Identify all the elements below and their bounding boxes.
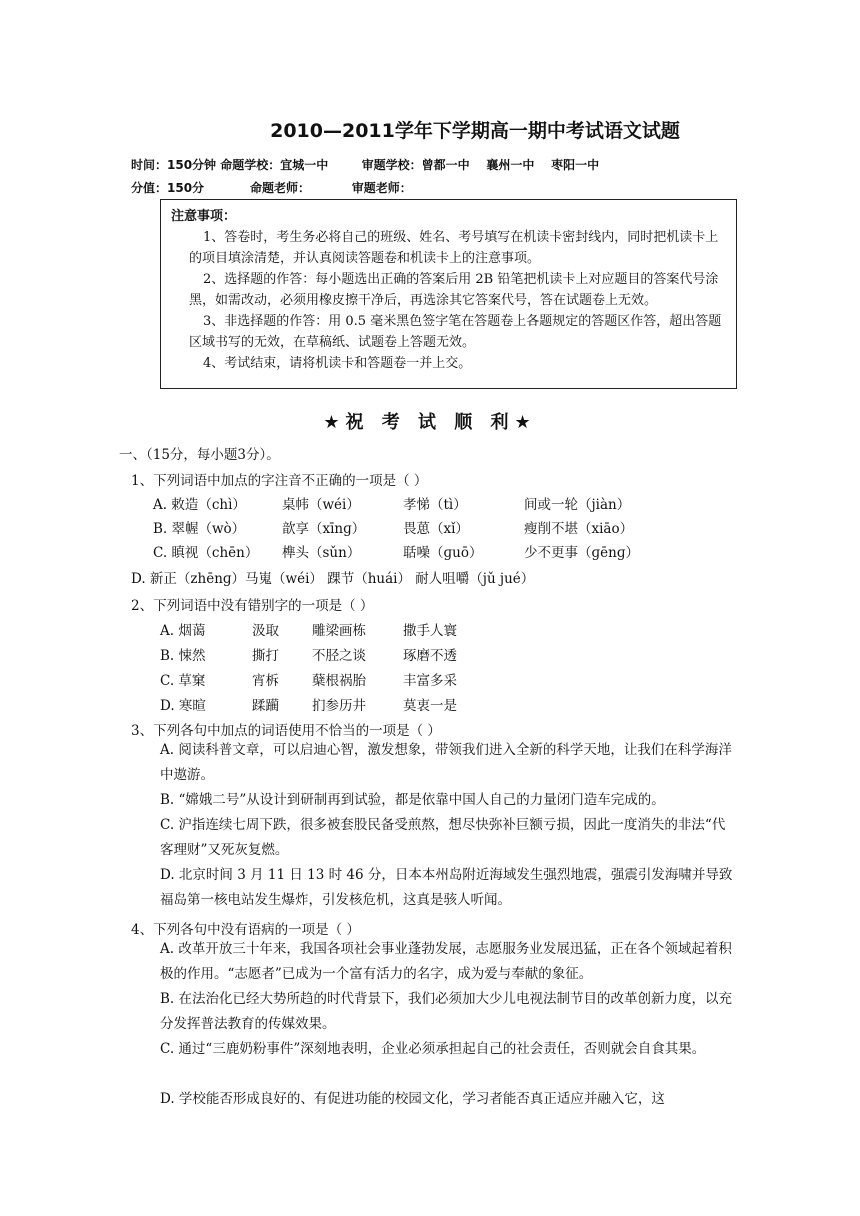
q2-word: 莫衷一是 [403,698,457,714]
q2-option-b: B. 悚然 [160,648,206,664]
exam-meta-line-2: 分值：150分 命题老师： 审题老师： [131,181,412,195]
q1-option-b: B. 翠幄（wò） [153,521,246,537]
q1-option-b-word: 瘦削不堪（xiāo） [524,521,634,537]
q2-word: 雕梁画栋 [312,623,366,639]
q2-word: 丰富多采 [403,673,457,689]
exam-meta-line-1: 时间：150分钟 命题学校：宜城一中 审题学校：曾都一中 襄州一中 枣阳一中 [131,158,600,172]
q2-word: 蘖根祸胎 [312,673,366,689]
q1-option-c-word: 少不更事（ɡēnɡ） [524,545,639,561]
q2-word: 琢磨不透 [403,648,457,664]
q1-option-c: C. 瞋视（chēn） [153,545,259,561]
q2-option-a: A. 烟蔼 [160,623,206,639]
exam-title: 2010—2011学年下学期高一期中考试语文试题 [270,120,680,142]
question-4-stem: 4、下列各句中没有语病的一项是（ ） [131,922,360,938]
q1-option-a-word: 间或一轮（jiàn） [524,497,631,513]
q2-word: 汲取 [252,623,279,639]
question-3-stem: 3、下列各句中加点的词语使用不恰当的一项是（ ） [131,723,441,739]
notice-item: 1、答卷时，考生务必将自己的班级、姓名、考号填写在机读卡密封线内，同时把机读卡上的项目填涂清楚，并认真阅读答题卷和机读卡上的注意事项。 [189,230,719,266]
q3-option-d: D. 北京时间 3 月 11 日 13 时 46 分，日本本州岛附近海域发生强烈地震，强震引发海啸并导致福岛第一核电站发生爆炸，引发核危机，这真是骇人听闻。 [160,867,733,908]
notice-item: 4、考试结束，请将机读卡和答题卷一并上交。 [203,356,472,371]
notice-heading: 注意事项： [171,209,237,224]
q4-option-a: A. 改革开放三十年来，我国各项社会事业蓬勃发展，志愿服务业发展迅猛，正在各个领域起着积极的作用。“志愿者”已成为一个富有活力的名字，成为爱与奉献的象征。 [160,941,732,982]
q1-option-a-word: 桌帏（wéi） [282,497,360,513]
q2-word: 蹂躏 [252,698,279,714]
q1-option-b-word: 畏葸（xǐ） [403,521,469,537]
q2-option-d: D. 寒暄 [160,698,206,714]
q2-word: 撒手人寰 [403,623,457,639]
q3-option-c: C. 沪指连续七周下跌，很多被套股民备受煎熬，想尽快弥补巨额亏损，因此一度消失的非法“代客理财”又死灰复燃。 [160,817,726,858]
good-luck-banner: ★祝 考 试 顺 利★ [323,412,537,433]
q1-option-b-word: 歆享（xīnɡ） [282,521,366,537]
q3-option-a: A. 阅读科普文章，可以启迪心智，激发想象，带领我们进入全新的科学天地，让我们在科学海洋中遨游。 [160,742,732,783]
q1-option-a-word: 孝悌（tì） [403,497,467,513]
q1-option-c-word: 榫头（sǔn） [282,545,361,561]
notice-item: 3、非选择题的作答：用 0.5 毫米黑色签字笔在答题卷上各题规定的答题区作答，超出答题区域书写的无效，在草稿纸、试题卷上答题无效。 [189,314,722,350]
section-heading: 一、（15分，每小题3分）。 [119,447,280,463]
q2-word: 撕打 [252,648,279,664]
q2-word: 扪参历井 [312,698,366,714]
q3-option-b: B. “嫦娥二号”从设计到研制再到试验，都是依靠中国人自己的力量闭门造车完成的。 [160,792,665,808]
q4-option-d: D. 学校能否形成良好的、有促进功能的校园文化，学习者能否真正适应并融入它，这 [160,1091,665,1107]
question-1-stem: 1、下列词语中加点的字注音不正确的一项是（ ） [131,473,428,489]
q4-option-c: C. 通过“三鹿奶粉事件”深刻地表明，企业必须承担起自己的社会责任，否则就会自食其果。 [160,1041,706,1057]
notice-item: 2、选择题的作答：每小题选出正确的答案后用 2B 铅笔把机读卡上对应题目的答案代号涂黑，如需改动，必须用橡皮擦干净后，再选涂其它答案代号，答在试题卷上无效。 [189,272,719,308]
q1-option-c-word: 聒噪（ɡuō） [403,545,483,561]
q2-word: 宵柝 [252,673,279,689]
q1-option-a: A. 敕造（chì） [153,497,246,513]
notice-box [160,199,737,389]
q2-word: 不胫之谈 [312,648,366,664]
q2-option-c: C. 草窠 [160,673,206,689]
q1-option-d: D. 新正（zhēnɡ）马嵬（wéi） 踝节（huái） 耐人咀嚼（jǔ jué） [131,571,535,587]
q4-option-b: B. 在法治化已经大势所趋的时代背景下，我们必须加大少儿电视法制节目的改革创新力度，以充分发挥普法教育的传媒效果。 [160,991,733,1032]
question-2-stem: 2、下列词语中没有错别字的一项是（ ） [131,598,374,614]
